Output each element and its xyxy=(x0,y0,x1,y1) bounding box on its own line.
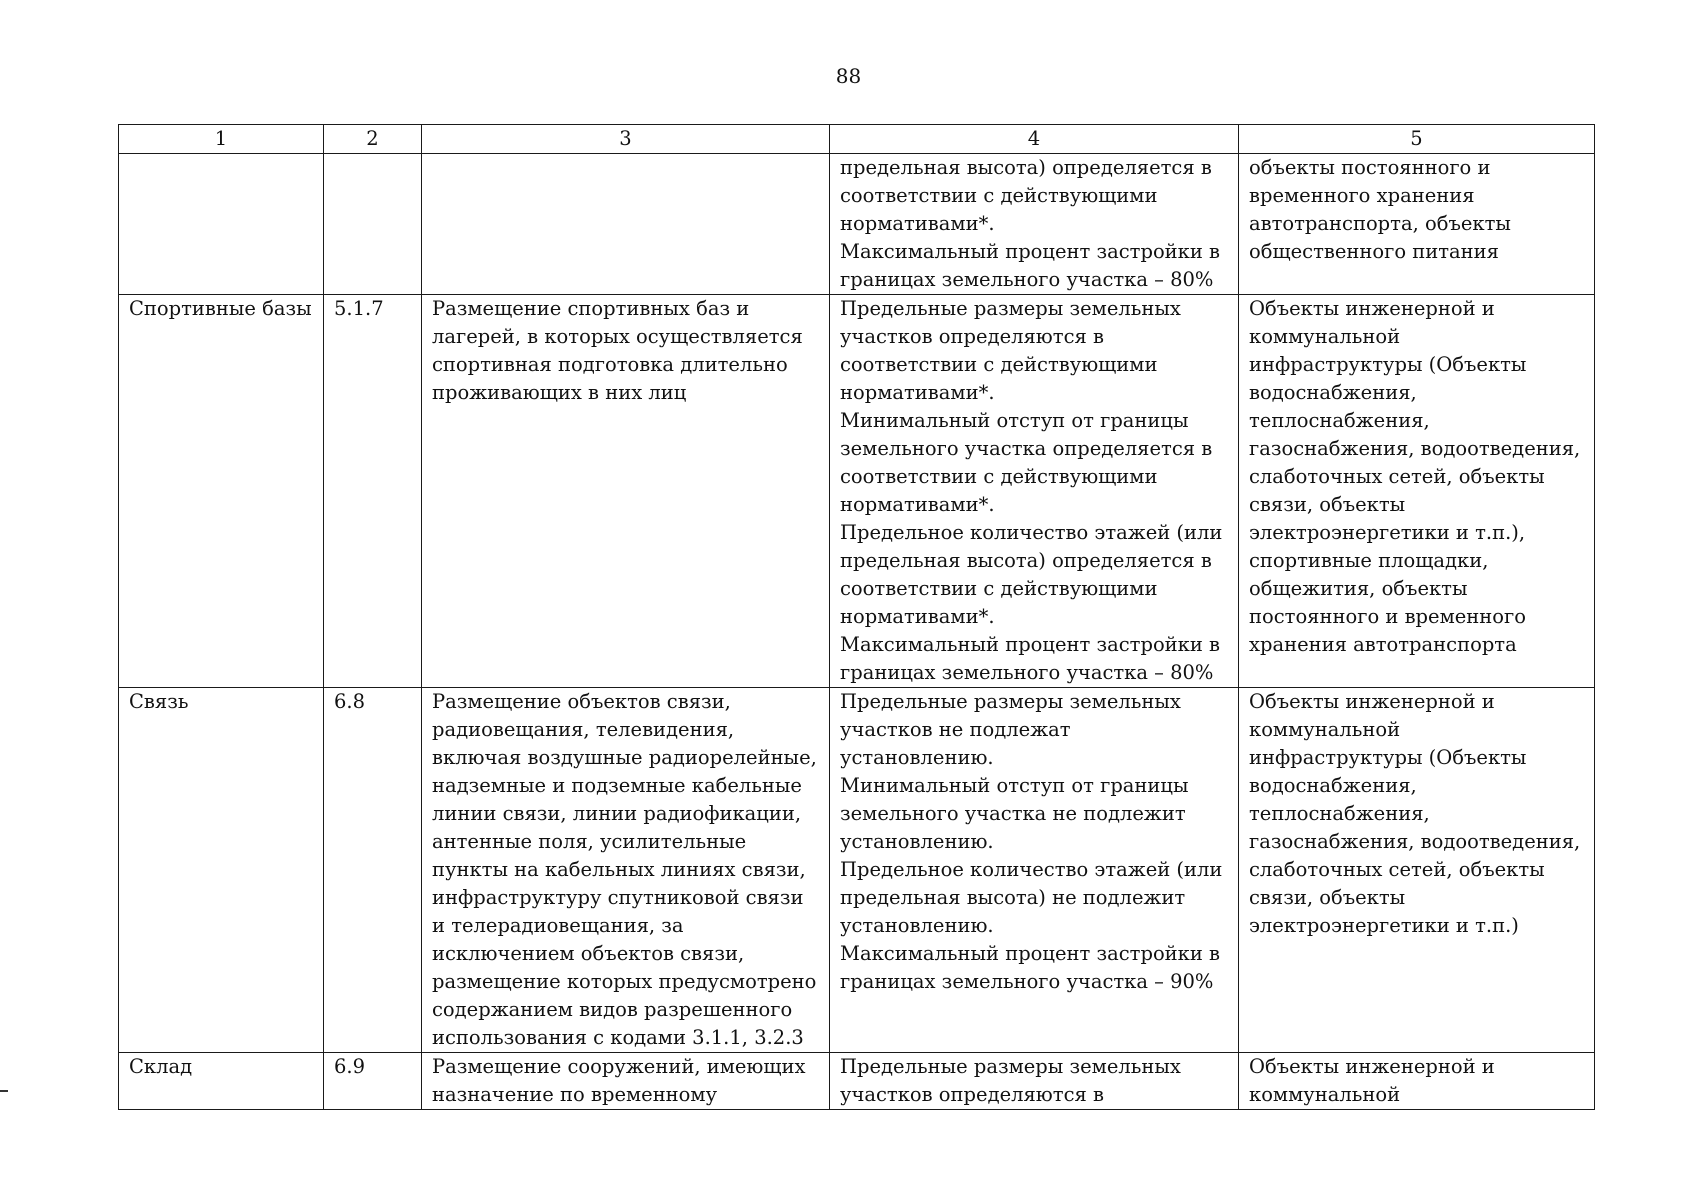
header-col-4: 4 xyxy=(830,125,1239,154)
use-name: Связь xyxy=(129,690,189,713)
header-col-5: 5 xyxy=(1239,125,1595,154)
use-objects: Объекты инженерной и коммунальной инфраструктуры (Объекты водоснабжения, теплоснабжения, газоснабжения, водоотведения, слаботочных сетей, объекты связи, объекты электроэнергетики и т.п.) xyxy=(1249,690,1581,937)
use-objects-cell xyxy=(1239,688,1595,1053)
use-description-cell xyxy=(422,154,830,295)
use-code-cell xyxy=(324,1053,422,1110)
use-code: 5.1.7 xyxy=(334,297,384,320)
use-parameters-cell xyxy=(830,688,1239,1053)
use-parameters-cell xyxy=(830,295,1239,688)
table-row xyxy=(119,295,1595,688)
use-code-cell xyxy=(324,154,422,295)
use-description: Размещение объектов связи, радиовещания, телевидения, включая воздушные радиорелейные, надземные и подземные кабельные линии связи, линии радиофикации, антенные поля, усилительные пункты на кабельных линиях связи, инфраструктуру спутниковой связи и телерадиовещания, за исключением объектов связи, размещение которых предусмотрено содержанием видов разрешенного использования с кодами 3.1.1, 3.2.3 xyxy=(432,690,817,1049)
use-description-cell xyxy=(422,1053,830,1110)
use-code: 6.8 xyxy=(334,690,366,713)
use-name-cell xyxy=(119,295,324,688)
use-description: Размещение сооружений, имеющих назначение по временному xyxy=(432,1055,806,1106)
use-parameters-cell xyxy=(830,1053,1239,1110)
use-parameters: Предельные размеры земельных участков не подлежат установлению. Минимальный отступ от границы земельного участка не подлежит установлению. Предельное количество этажей (или предельная высота) не подлежит установлению. Максимальный процент застройки в границах земельного участка – 90% xyxy=(840,690,1223,993)
use-description-cell xyxy=(422,688,830,1053)
table-row xyxy=(119,688,1595,1053)
use-description: Размещение спортивных баз и лагерей, в которых осуществляется спортивная подготовка длительно проживающих в них лиц xyxy=(432,297,803,404)
table-header xyxy=(119,125,1595,154)
use-description-cell xyxy=(422,295,830,688)
page-number: 88 xyxy=(835,64,862,88)
use-objects: Объекты инженерной и коммунальной xyxy=(1249,1055,1495,1106)
margin-mark xyxy=(0,1090,8,1092)
use-name-cell xyxy=(119,688,324,1053)
table-row xyxy=(119,154,1595,295)
use-objects-cell xyxy=(1239,295,1595,688)
use-name-cell xyxy=(119,154,324,295)
use-code: 6.9 xyxy=(334,1055,366,1078)
use-parameters: Предельные размеры земельных участков определяются в соответствии с действующими нормативами*. Минимальный отступ от границы земельного участка определяется в соответствии с действующими нормативами*. Предельное количество этажей (или предельная высота) определяется в соответствии с действующими нормативами*. Максимальный процент застройки в границах земельного участка – 80% xyxy=(840,297,1223,684)
header-row xyxy=(119,125,1595,154)
use-parameters-cell xyxy=(830,154,1239,295)
use-code-cell xyxy=(324,688,422,1053)
header-col-3: 3 xyxy=(422,125,830,154)
use-name: Склад xyxy=(129,1055,193,1078)
use-objects-cell xyxy=(1239,154,1595,295)
use-name-cell xyxy=(119,1053,324,1110)
use-objects-cell xyxy=(1239,1053,1595,1110)
use-parameters: Предельные размеры земельных участков определяются в xyxy=(840,1055,1181,1106)
header-col-1: 1 xyxy=(119,125,324,154)
header-col-2: 2 xyxy=(324,125,422,154)
use-parameters: предельная высота) определяется в соответствии с действующими нормативами*. Максимальный процент застройки в границах земельного участка – 80% xyxy=(840,156,1221,291)
use-name: Спортивные базы xyxy=(129,297,312,320)
table-row xyxy=(119,1053,1595,1110)
use-objects: объекты постоянного и временного хранения автотранспорта, объекты общественного питания xyxy=(1249,156,1511,263)
table-body xyxy=(119,154,1595,1110)
zoning-table xyxy=(118,124,1595,1110)
use-code-cell xyxy=(324,295,422,688)
use-objects: Объекты инженерной и коммунальной инфраструктуры (Объекты водоснабжения, теплоснабжения, газоснабжения, водоотведения, слаботочных сетей, объекты связи, объекты электроэнергетики и т.п.), спортивные площадки, общежития, объекты постоянного и временного хранения автотранспорта xyxy=(1249,297,1581,656)
